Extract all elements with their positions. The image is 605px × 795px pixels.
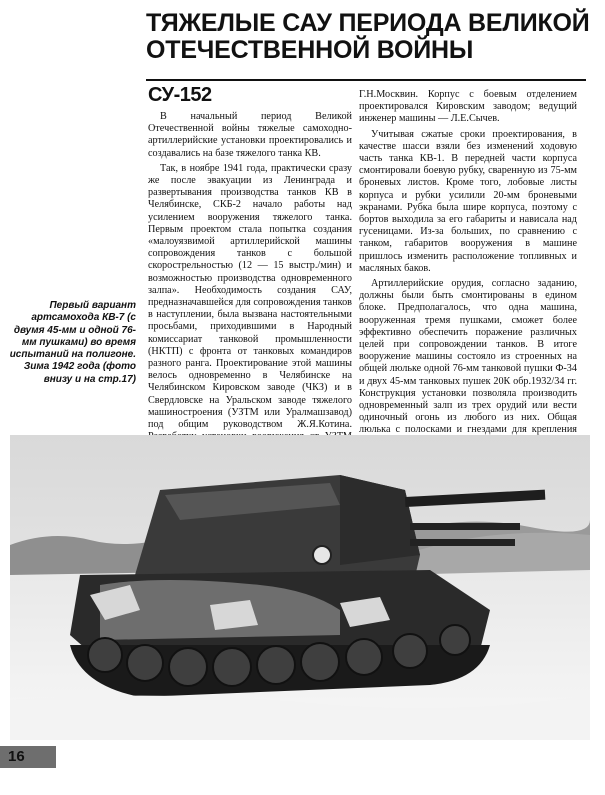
tank-photo xyxy=(10,435,590,740)
header-divider xyxy=(146,79,586,81)
paragraph: В начальный период Великой Отечественной войны тяжелые самоходно-артиллерийские установки проектировались и создавались на базе тяжелого танка КВ. xyxy=(148,111,352,159)
paragraph: Так, в ноябре 1941 года, практически сразу же после эвакуации из Ленинграда и развертывания производства танков КВ в Челябинске, СКБ-2 начало работы над усилением вооружения тяжелого танка. Первым проектом стала попытка создания «малоуязвимой артиллерийской машины сопровождения танков с большой скорострельностью (12 — 15 выстр./мин) и возможностью производства одновременного залпа». Необходимость создания САУ, предназначавшейся для сопровождения танков в наступлении, была вызвана настоятельными просьбами, приходившими в Народный комиссариат танковой промышленности (НКТП) с фронта от танковых командиров разного ранга. Проектирование этой машины велось одновременно в Челябинске на Челябинском Кировском заводе (ЧКЗ) и в Свердловске на Уральском заводе тяжелого машиностроения (УЗТМ или Уралмашзавод) под общим руководством Ж.Я.Котина. xyxy=(148,162,352,431)
photo-caption: Первый вариант артсамохода КВ-7 (с двумя 45-мм и одной 76-мм пушками) во время испытаний на полигоне. Зима 1942 года (фото внизу и на стр.17) xyxy=(9,300,136,385)
right-text-column xyxy=(359,89,577,452)
left-text-column xyxy=(148,111,352,459)
section-title: СУ-152 xyxy=(148,84,212,106)
paragraph: Учитывая сжатые сроки проектирования, в качестве шасси взяли без изменений ходовую часть танка КВ-1. В передней части корпуса смонтировали боевую рубку, сваренную из 75-мм броневых листов. Кроме того, лобовые листы корпуса и рубки усилили 20-мм броневыми экранами. Рубка была шире корпуса, поэтому с бортов выходила за его габариты и нависала над гусеницами. Из-за больших, по сравнению с танком, габаритов вооружения в машине пришлось изменить расположение топливных и масляных баков. xyxy=(359,128,577,274)
paragraph: Артиллерийские орудия, согласно заданию, должны были быть смонтированы в едином блоке. Предполагалось, что одна машина, вооруженная тремя пушками, сможет более эффективно обеспечить поражение различных целей при сопровождении танков. В итоге вооружение машины состояло из строенных на общей люльке одной 76-мм танковой пушки Ф-34 и двух 45-мм танковых пушек 20К обр.1932/34 гг. Конструкция установки позволяла производить одновременный залп из трех орудий или вести одиночный огонь из любого из них. Общая люлька с полосками и гнездами для крепления xyxy=(359,278,577,436)
page-number: 16 xyxy=(8,748,25,765)
header-title-line-1: ТЯЖЕЛЫЕ САУ ПЕРИОДА ВЕЛИКОЙ xyxy=(146,9,590,37)
page-header-title xyxy=(146,9,590,64)
paragraph: Г.Н.Москвин. Корпус с боевым отделением проектировался Кировским заводом; ведущий инженер машины — Л.Е.Сычев. xyxy=(359,89,577,125)
header-title-line-2: ОТЕЧЕСТВЕННОЙ ВОЙНЫ xyxy=(146,36,474,64)
